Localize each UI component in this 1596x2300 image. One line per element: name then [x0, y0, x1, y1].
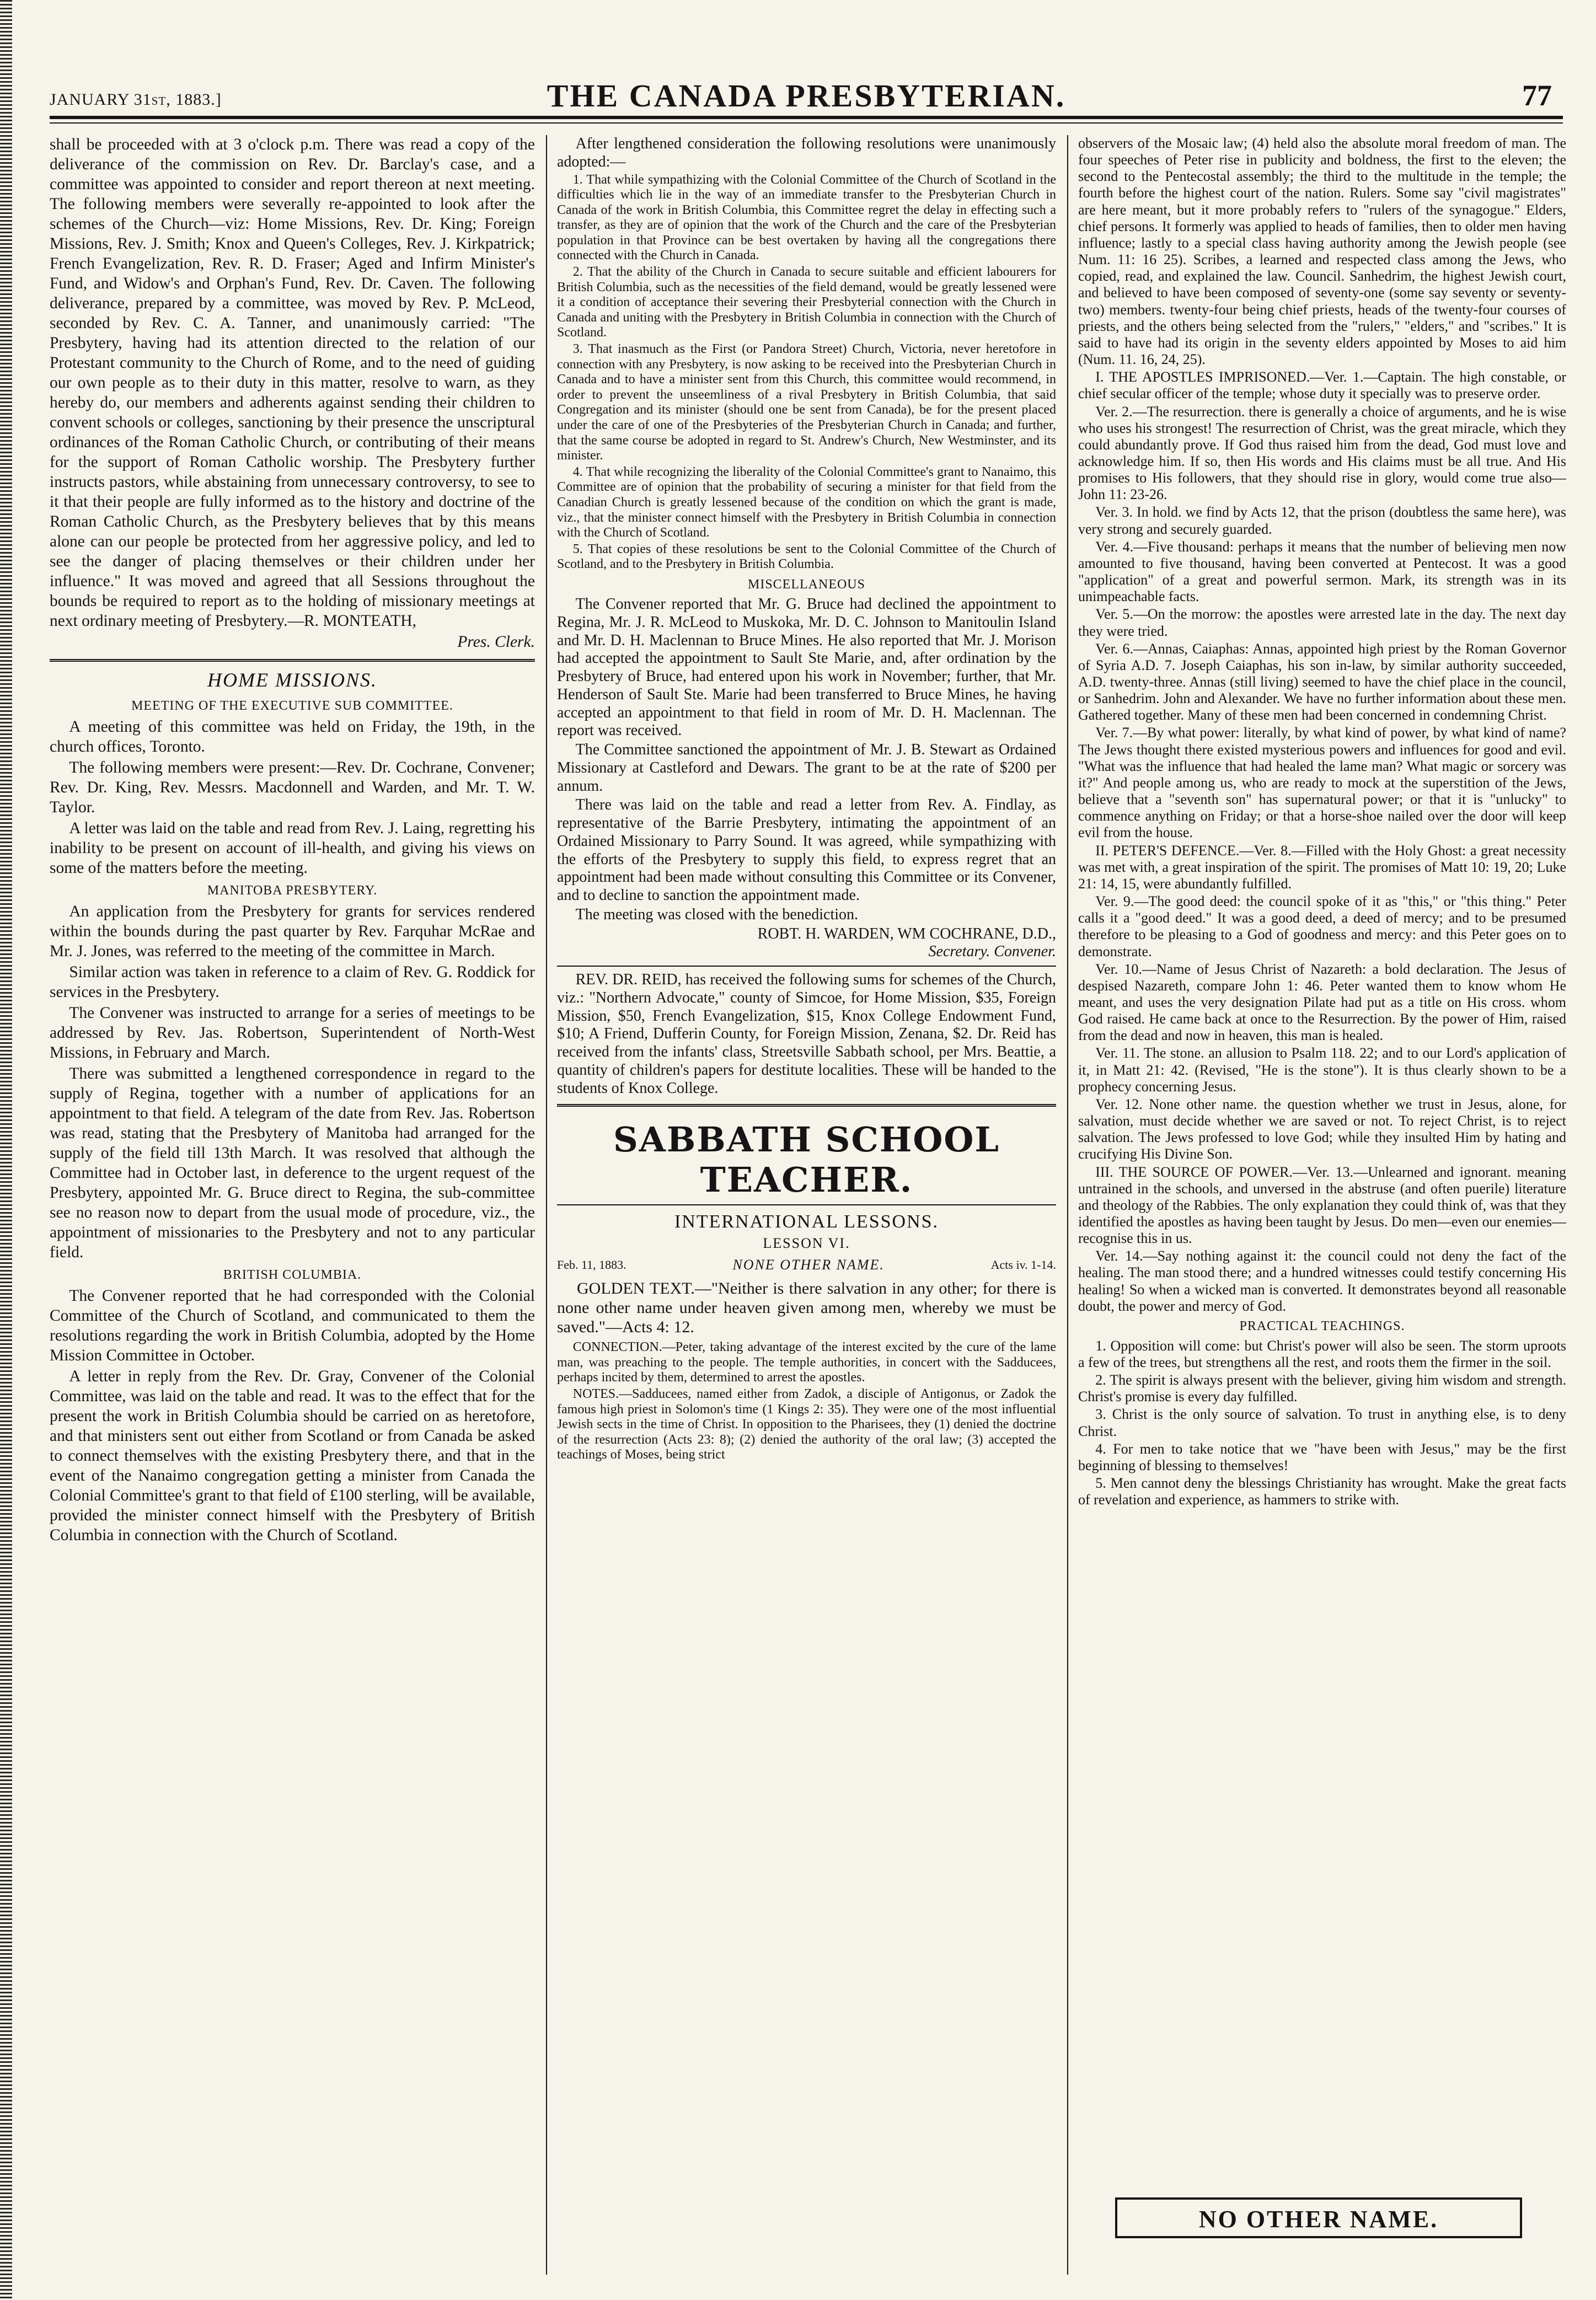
page-number: 77	[1522, 79, 1552, 112]
section-heading-sabbath-school: SABBATH SCHOOL TEACHER.	[613, 1119, 1000, 1200]
paragraph: Ver. 11. The stone. an allusion to Psalm 118. 22; and to our Lord's application of it, in Matt 21: 42. (Revised, "He is the stone"). It is thus clearly shown to be a prophecy concerning Jesus.	[1078, 1045, 1566, 1095]
lesson-title: NONE OTHER NAME.	[732, 1256, 885, 1273]
header-date: JANUARY 31st, 1883.]	[50, 90, 222, 109]
resolution: 4. That while recognizing the liberality of the Colonial Committee's grant to Nanaimo, this Committee are of opinion that the probability of securing a minister for that field from the Canadian Church is greatly lessened because of the condition on which the grant is made, viz., that the minister connect himself with the Presbytery in British Columbia in connection with the Church of Scotland.	[557, 464, 1056, 540]
subheading-british-columbia: BRITISH COLUMBIA.	[223, 1267, 362, 1282]
paragraph: Ver. 12. None other name. the question whether we trust in Jesus, alone, for salvation, must decide whether we are saved or not. To reject Christ, is to reject salvation. The Jews professed to love God; while they insulted Him by hating and crucifying His Divine Son.	[1078, 1096, 1566, 1162]
paragraph: Ver. 7.—By what power: literally, by what kind of power, by what kind of name? The Jews thought there existed mysterious powers and influences for good and evil. "What was the influence that had healed the lame man? What magic or sorcery was it?" And people among us, who are ready to mock at the superstition of the Jews, believe that a "seventh son" has supernatural power; or that it is "unlucky" to commence anything on Friday; or that a horse-shoe nailed over the door will keep evil from the house.	[1078, 725, 1566, 841]
paragraph: II. PETER'S DEFENCE.—Ver. 8.—Filled with the Holy Ghost: a great necessity was met with, a great inspiration of the spirit. The promises of Matt 10: 19, 20; Luke 21: 14, 15, were abundantly fulfilled.	[1078, 842, 1566, 892]
signature-names: ROBT. H. WARDEN, WM COCHRANE, D.D.,	[757, 925, 1056, 942]
paragraph: Ver. 6.—Annas, Caiaphas: Annas, appointed high priest by the Roman Governor of Syria A.D. 7. Joseph Caiaphas, his son in-law, by similar authority succeeded, A.D. twenty-three. Annas (still living) seemed to have the chief place in the council, or Sanhedrim. John and Alexander. We have no further information about these men. Gathered together. Many of these men had been concerned in condemning Christ.	[1078, 640, 1566, 723]
paragraph: Ver. 9.—The good deed: the council spoke of it as "this," or "this thing." Peter calls it a "good deed." It was a good deed, a deed of mercy; and to be presumed therefore to be pleasing to a God of goodness and mercy: and this Peter goes on to demonstrate.	[1078, 893, 1566, 959]
international-lessons-heading: INTERNATIONAL LESSONS.	[674, 1211, 939, 1232]
paragraph: The Committee sanctioned the appointment of Mr. J. B. Stewart as Ordained Missionary at Castleford and Dewars. The grant to be at the rate of $200 per annum.	[557, 741, 1056, 795]
column-divider-1	[546, 135, 547, 2275]
resolution: 5. That copies of these resolutions be sent to the Colonial Committee of the Church of Scotland, and to the Presbytery in British Columbia.	[557, 542, 1056, 572]
teaching-item: 4. For men to take notice that we "have been with Jesus," may be the first beginning of blessing to themselves!	[1078, 1440, 1566, 1473]
signature-roles: Secretary. Convener.	[928, 943, 1056, 961]
paragraph: Ver. 2.—The resurrection. there is generally a choice of arguments, and he is wise who uses his strongest! The resurrection of Christ, was the great miracle, which they could abundantly prove. If God thus raised him from the dead, God must love and acknowledge him. If so, then His words and His claims must be all true. And His promises to His followers, that they should rise in glory, would come true also—John 11: 23-26.	[1078, 403, 1566, 503]
paragraph: Ver. 14.—Say nothing against it: the council could not deny the fact of the healing. The man stood there; and a hundred witnesses could testify concerning His healing! So when a wicked man is converted. It demonstrates beyond all reasonable doubt, the power and mercy of God.	[1078, 1248, 1566, 1314]
paragraph: A letter was laid on the table and read from Rev. J. Laing, regretting his inability to be present on account of ill-health, and giving his views on some of the matters before the meeting.	[50, 819, 535, 877]
paragraph: The Convener reported that Mr. G. Bruce had declined the appointment to Regina, Mr. J. R. McLeod to Muskoka, Mr. D. C. Johnson to Manitoulin Island and Mr. D. H. Maclennan to Bruce Mines. He also reported that Mr. J. Morison had accepted the appointment to Sault Ste Marie, and, after ordination by the Presbytery of Bruce, had entered upon his work in November; further, that Mr. Henderson of Sault Ste. Marie had been transferred to Bruce Mines, he having accepted an appointment to that field in room of Mr. D. H. Maclennan. The report was received.	[557, 596, 1056, 739]
paragraph: There was laid on the table and read a letter from Rev. A. Findlay, as representative of the Barrie Presbytery, intimating the appointment of an Ordained Missionary to Parry Sound. It was agreed, while sympathizing with the efforts of the Presbytery to supply this field, to express regret that an appointment had been made without consulting this Committee or its Convener, and to decline to sanction the appointment made.	[557, 796, 1056, 904]
divider	[557, 1204, 1056, 1205]
paragraph: The Convener was instructed to arrange for a series of meetings to be addressed by Rev. Jas. Robertson, Superintendent of North-West Missions, in February and March.	[50, 1004, 535, 1061]
subheading-meeting: MEETING OF THE EXECUTIVE SUB COMMITTEE.	[131, 698, 453, 713]
paragraph: The Convener reported that he had corresponded with the Colonial Committee of the Church of Scotland, and communicated to them the resolutions regarding the work in British Columbia, adopted by the Home Mission Committee in October.	[50, 1286, 535, 1364]
column-2	[557, 135, 1056, 2275]
footer-box-title: NO OTHER NAME.	[1198, 2206, 1439, 2233]
paragraph: Ver. 10.—Name of Jesus Christ of Nazareth: a bold declaration. The Jesus of despised Nazareth, compare John 1: 46. Peter wanted them to know whom He meant, and uses the very designation Pilate had put as a title on His cross. whom God raised. He came back at once to the Resurrection. By the power of Him, raised from the dead and now in heaven, this man is healed.	[1078, 961, 1566, 1044]
page-header	[50, 72, 1563, 116]
lesson-number: LESSON VI.	[763, 1235, 850, 1252]
resolution: 3. That inasmuch as the First (or Pandora Street) Church, Victoria, never heretofore in connection with any Presbytery, is now asking to be received into the Presbyterian Church in Canada and to have a minister sent from this Church, this committee would recommend, in order to prevent the unseemliness of a rival Presbytery in British Columbia, that said Congregation and its minister (should one be sent from Canada), be for the present placed under the care of one of the Presbyteries of the Presbyterian Church in Canada; and further, that the same course be adopted in regard to St. Andrew's Church, New Westminster, and its minister.	[557, 342, 1056, 463]
paragraph: A letter in reply from the Rev. Dr. Gray, Convener of the Colonial Committee, was laid on the table and read. It was to the effect that for the present the work in British Columbia should be carried on as heretofore, and that ministers sent out either from Scotland or from Canada be asked to connect themselves with the existing Presbytery there, and that in the event of the Nanaimo congregation getting a minister from Canada the Colonial Committee's grant to that field of £100 sterling, will be available, provided the minister connect himself with the Presbytery of British Columbia in connection with the Church of Scotland.	[50, 1367, 535, 1544]
paragraph: Ver. 4.—Five thousand: perhaps it means that the number of believing men now amounted to five thousand, having been converted at Pentecost. It was a good "application" of a great and powerful sermon. Mark, its strength was in its unimpeachable facts.	[1078, 538, 1566, 605]
lesson-date: Feb. 11, 1883.	[557, 1257, 626, 1272]
column-1	[50, 135, 535, 2275]
paragraph: III. THE SOURCE OF POWER.—Ver. 13.—Unlearned and ignorant. meaning untrained in the schools, and unversed in the abstruse (and often puerile) literature and theology of the Rabbies. The only explanation they could think of, was that they identified the apostles as having been taught by Jesus. Do men—even our enemies—recognise this in us.	[1078, 1164, 1566, 1247]
signature-clerk: Pres. Clerk.	[457, 632, 535, 651]
header-rule-thin	[50, 122, 1563, 124]
section-rule	[557, 1104, 1056, 1107]
masthead-title: THE CANADA PRESBYTERIAN.	[547, 78, 1066, 114]
paragraph: shall be proceeded with at 3 o'clock p.m. There was read a copy of the deliverance of the commission on Rev. Dr. Barclay's case, and a committee was appointed to consider and report thereon at next meeting. The following members were severally re-appointed to look after the schemes of the Church—viz: Home Missions, Rev. Dr. King; Foreign Missions, Rev. J. Smith; Knox and Queen's Colleges, Rev. J. Kirkpatrick; French Evangelization, Rev. R. D. Fraser; Aged and Infirm Minister's Fund, and Widow's and Orphan's Fund, Rev. Dr. Caven. The following deliverance, prepared by a committee, was moved by Rev. P. McLeod, seconded by Rev. C. A. Tanner, and unanimously carried: "The Presbytery, having had its attention directed to the relation of our Protestant community to the Church of Rome, and to the need of guiding our own people as to their duty in this matter, resolve to warn, as they hereby do, our members and adherents against sending their children to convent schools or colleges, sanctioning by their presence the unscriptural ordinances of the Roman Catholic Church, or contributing of their means for the support of Roman Catholic worship. The Presbytery further instructs pastors, while abstaining from unnecessary controversy, to see to it that their people are fully informed as to the history and doctrine of the Roman Catholic Church, as the Presbytery believes that by this means alone can our people be protected from her aggressive policy, and led to see the danger of placing themselves or their children under her influence." It was moved and agreed that all Sessions throughout the bounds be required to report as to the holding of missionary meetings at next ordinary meeting of Presbytery.—R. MONTEATH,	[50, 136, 535, 630]
paragraph: After lengthened consideration the following resolutions were unanimously adopted:—	[557, 135, 1056, 170]
paragraph: Similar action was taken in reference to a claim of Rev. G. Roddick for services in the Presbytery.	[50, 963, 535, 1001]
column-divider-2	[1067, 135, 1068, 2275]
column-3	[1078, 135, 1566, 2275]
lesson-info-row	[557, 1257, 1056, 1273]
paragraph: Ver. 5.—On the morrow: the apostles were arrested late in the day. The next day they were tried.	[1078, 606, 1566, 639]
teaching-item: 3. Christ is the only source of salvation. To trust in anything else, is to deny Christ.	[1078, 1406, 1566, 1439]
paragraph: REV. DR. REID, has received the following sums for schemes of the Church, viz.: "Northern Advocate," county of Simcoe, for Home Mission, $35, Foreign Mission, $50, French Evangelization, $15, Knox College Endowment Fund, $10; A Friend, Dufferin County, for Foreign Mission, Zenana, $2. Dr. Reid has received from the infants' class, Streetsville Sabbath school, per Mrs. Beattie, a quantity of children's papers for destitute localities. These will be handed to the students of Knox College.	[557, 971, 1056, 1097]
section-heading-home-missions: HOME MISSIONS.	[207, 668, 377, 691]
notes-paragraph: NOTES.—Sadducees, named either from Zadok, a disciple of Antigonus, or Zadok the famous high priest in Solomon's time (1 Kings 2: 35). They were one of the most influential Jewish sects in the time of Christ. In opposition to the Pharisees, they (1) denied the doctrine of the resurrection (Acts 23: 8); (2) denied the authority of the oral law; (3) accepted the teachings of Moses, being strict	[557, 1386, 1056, 1462]
connection-paragraph: CONNECTION.—Peter, taking advantage of the interest excited by the cure of the lame man, was preaching to the people. The temple authorities, in concert with the Sadducees, perhaps incited by them, determined to arrest the apostles.	[557, 1340, 1056, 1385]
paragraph: The following members were present:—Rev. Dr. Cochrane, Convener; Rev. Dr. King, Rev. Messrs. Macdonnell and Warden, and Mr. T. W. Taylor.	[50, 758, 535, 816]
subheading-practical-teachings: PRACTICAL TEACHINGS.	[1239, 1318, 1405, 1333]
teaching-item: 1. Opposition will come: but Christ's power will also be seen. The storm uproots a few of the trees, but strengthens all the rest, and roots them the firmer in the soil.	[1078, 1337, 1566, 1370]
section-rule	[50, 659, 535, 662]
paragraph: A meeting of this committee was held on Friday, the 19th, in the church offices, Toronto.	[50, 717, 535, 755]
header-rule	[50, 116, 1563, 119]
subheading-miscellaneous: MISCELLANEOUS	[747, 577, 865, 592]
paragraph: There was submitted a lengthened correspondence in regard to the supply of Regina, together with a number of applications for an appointment to that field. A telegram of the date from Rev. Jas. Robertson was read, stating that the Presbytery of Manitoba had arranged for the supply of the field till 13th March. It was resolved that although the Committee had in October last, in deference to the urgent request of the Presbytery, appointed Mr. G. Bruce direct to Regina, the sub-committee see no reason now to depart from the usual mode of procedure, viz., the appointment of missionaries to the Presbytery and not to any particular field.	[50, 1064, 535, 1261]
teaching-item: 5. Men cannot deny the blessings Christianity has wrought. Make the great facts of revelation and experience, as hammers to strike with.	[1078, 1475, 1566, 1508]
paragraph: The meeting was closed with the benediction.	[575, 905, 859, 923]
subheading-manitoba: MANITOBA PRESBYTERY.	[207, 883, 378, 898]
golden-text: GOLDEN TEXT.—"Neither is there salvation in any other; for there is none other name under heaven given among men, whereby we must be saved."—Acts 4: 12.	[557, 1279, 1056, 1337]
resolution: 1. That while sympathizing with the Colonial Committee of the Church of Scotland in the difficulties which lie in the way of an immediate transfer to the Presbyterian Church in Canada of the work in British Columbia, this Committee regret the delay in effecting such a transfer, as they are of opinion that the work of the Church and the care of the Presbyterian population in that Province can be best overtaken by having all the congregations there connected with the Church in Canada.	[557, 172, 1056, 263]
paragraph: observers of the Mosaic law; (4) held also the absolute moral freedom of man. The four speeches of Peter rise in publicity and boldness, the first to the eleven; the second to the Pentecostal assembly; the third to the multitude in the temple; the fourth before the highest court of the nation. Rulers. Some say "civil magistrates" are here meant, but it more probably refers to "rulers of the synagogue." Elders, chief persons. It formerly was applied to heads of families, then to older men having influence; lastly to a special class having authority among the Jewish people (see Num. 11: 16 25). Scribes, a learned and respected class among the Jews, who copied, read, and explained the law. Council. Sanhedrim, the highest Jewish court, and believed to have been composed of seventy-one (some say seventy or seventy-two) members. twenty-four being chief priests, heads of the twenty-four courses of priests, and the others being selected from the "rulers," "elders," and "scribes." It is said to have had its origin in the seventy elders appointed by Moses to aid him (Num. 11. 16, 24, 25).	[1078, 135, 1566, 368]
paragraph: An application from the Presbytery for grants for services rendered within the bounds during the past quarter by Rev. Farquhar McRae and Mr. J. Jones, was referred to the meeting of the committee in March.	[50, 902, 535, 960]
divider	[557, 966, 1056, 967]
footer-box	[1115, 2197, 1522, 2238]
lesson-reference: Acts iv. 1-14.	[990, 1257, 1056, 1272]
binding-edge	[0, 0, 12, 2300]
resolution: 2. That the ability of the Church in Canada to secure suitable and efficient labourers for British Columbia, such as the necessities of the field demand, would be greatly lessened were it a condition of acceptance their severing their Presbyterial connection with the Church in Canada and uniting with the Presbytery in British Columbia in connection with the Church of Scotland.	[557, 265, 1056, 340]
paragraph: I. THE APOSTLES IMPRISONED.—Ver. 1.—Captain. The high constable, or chief secular officer of the temple; whose duty it specially was to preserve order.	[1078, 369, 1566, 402]
paragraph: Ver. 3. In hold. we find by Acts 12, that the prison (doubtless the same here), was very strong and securely guarded.	[1078, 504, 1566, 537]
teaching-item: 2. The spirit is always present with the believer, giving him wisdom and strength. Christ's promise is every day fulfilled.	[1078, 1372, 1566, 1405]
